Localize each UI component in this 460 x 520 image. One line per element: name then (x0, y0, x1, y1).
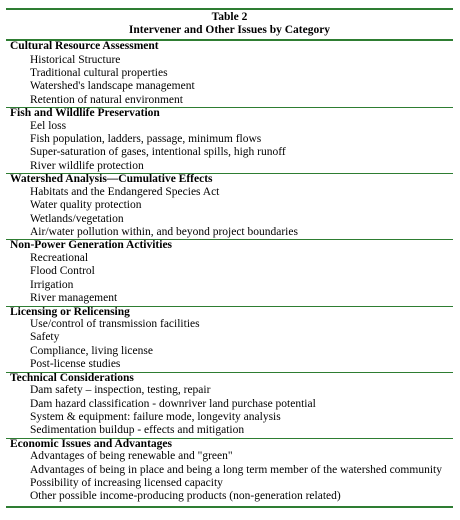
list-item: Fish population, ladders, passage, minimum flows (30, 133, 262, 146)
list-item: Advantages of being in place and being a long term member of the watershed community (30, 463, 442, 476)
list-item: Watershed's landscape management (30, 80, 195, 93)
section-header: Watershed Analysis—Cumulative Effects (6, 173, 453, 186)
section-header: Technical Considerations (6, 372, 453, 385)
list-item: Wetlands/vegetation (30, 212, 124, 225)
list-item: Traditional cultural properties (30, 66, 168, 79)
list-item: Safety (30, 331, 60, 344)
list-item: Use/control of transmission facilities (30, 318, 200, 330)
list-item: Advantages of being renewable and "green" (30, 450, 233, 463)
section-header: Fish and Wildlife Preservation (6, 107, 453, 120)
list-item: Air/water pollution within, and beyond project boundaries (30, 225, 298, 238)
list-item: Eel loss (30, 119, 67, 132)
table-body (6, 41, 453, 504)
list-item: Dam safety – inspection, testing, repair (30, 384, 211, 397)
section-header: Non-Power Generation Activities (6, 239, 453, 252)
list-item: Super-saturation of gases, intentional spills, high runoff (30, 146, 286, 159)
list-item: Compliance, living license (30, 344, 153, 357)
list-item: Retention of natural environment (30, 93, 183, 106)
list-item: Irrigation (30, 278, 74, 291)
list-item: Dam hazard classification - downriver land purchase potential (30, 397, 316, 410)
list-item: River management (30, 292, 118, 305)
list-item: Possibility of increasing licensed capacity (30, 477, 223, 490)
list-item: Water quality protection (30, 199, 142, 212)
list-item: Flood Control (30, 265, 95, 278)
list-item: Post-license studies (30, 358, 121, 371)
section-header: Cultural Resource Assessment (10, 40, 159, 52)
list-item: System & equipment: failure mode, longevity analysis (30, 410, 281, 423)
section-header: Economic Issues and Advantages (6, 438, 453, 451)
list-item: River wildlife protection (30, 159, 144, 172)
section-header: Licensing or Relicensing (6, 306, 453, 319)
list-item: Historical Structure (30, 53, 121, 66)
list-item: Other possible income-producing products (non-generation related) (30, 490, 341, 503)
list-item: Sedimentation buildup - effects and mitigation (30, 424, 245, 437)
list-item: Recreational (30, 251, 89, 264)
issues-table (6, 8, 453, 508)
list-item: Habitats and the Endangered Species Act (30, 185, 220, 198)
table-title: Table 2 (211, 11, 248, 23)
table-title-block (6, 10, 453, 39)
bottom-rule (6, 506, 453, 508)
table-subtitle: Intervener and Other Issues by Category (128, 24, 331, 36)
